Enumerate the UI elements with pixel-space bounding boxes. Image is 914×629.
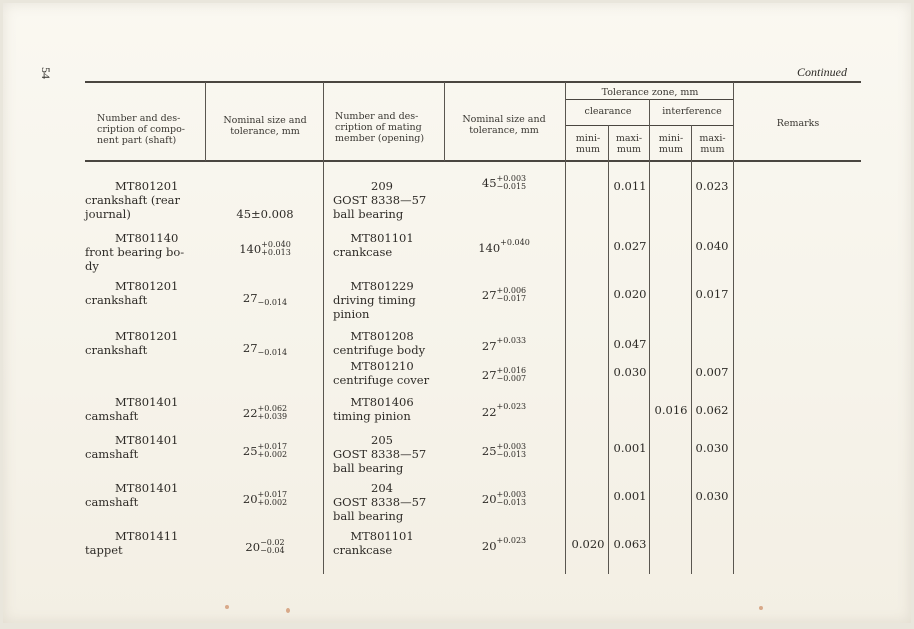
mate-description: crankcase bbox=[333, 245, 393, 259]
upper-deviation: +0.017 bbox=[257, 490, 288, 499]
mate-description: timing pinion bbox=[333, 409, 411, 423]
opening-tolerance bbox=[482, 367, 526, 383]
clearance-rule bbox=[566, 125, 734, 126]
nominal-value: 22 bbox=[481, 404, 497, 419]
header-clearance: clearance bbox=[584, 106, 632, 117]
lower-deviation: +0.039 bbox=[257, 412, 288, 421]
lower-deviation: +0.013 bbox=[261, 248, 291, 257]
opening-nominal-size bbox=[445, 403, 563, 419]
deviation: +0.040 bbox=[500, 237, 530, 247]
nominal-value: 27 bbox=[242, 340, 258, 355]
upper-deviation: +0.003 bbox=[496, 174, 527, 183]
opening-nominal-size bbox=[445, 491, 563, 507]
header-interference-minimum: mini- mum bbox=[658, 133, 684, 155]
shaft-nominal-size bbox=[207, 443, 323, 459]
mate-description: GOST 8338—57 ball bearing bbox=[333, 447, 427, 475]
header-nominal-size-1: Nominal size and tolerance, mm bbox=[223, 115, 307, 137]
clearance-maximum: 0.001 bbox=[613, 489, 647, 503]
deviation-pair bbox=[258, 443, 288, 459]
shaft-tolerance bbox=[243, 491, 287, 507]
shaft-tolerance bbox=[243, 290, 287, 305]
column-divider bbox=[444, 82, 445, 161]
mate-description: centrifuge cover bbox=[333, 373, 430, 387]
header-clearance-minimum: mini- mum bbox=[575, 133, 601, 155]
tolerance-zone-rule bbox=[566, 99, 734, 100]
mating-member bbox=[333, 279, 443, 321]
mate-description: driving timing pinion bbox=[333, 293, 416, 321]
opening-tolerance bbox=[482, 175, 526, 191]
mate-code: MT801406 bbox=[350, 395, 414, 409]
component-part bbox=[85, 529, 205, 557]
deviation-pair bbox=[260, 539, 285, 555]
lower-deviation: +0.002 bbox=[257, 498, 288, 507]
clearance-maximum: 0.020 bbox=[613, 287, 647, 301]
upper-deviation: +0.003 bbox=[496, 490, 527, 499]
nominal-value: 20 bbox=[481, 538, 497, 553]
lower-deviation: −0.04 bbox=[260, 546, 285, 555]
deviation-pair bbox=[497, 443, 527, 459]
component-part bbox=[85, 279, 205, 307]
part-code: MT801201 bbox=[115, 279, 179, 293]
upper-deviation: +0.006 bbox=[496, 286, 527, 295]
nominal-value: 25 bbox=[481, 444, 497, 458]
shaft-nominal-size bbox=[207, 241, 323, 257]
nominal-value: 20 bbox=[242, 492, 258, 506]
header-nominal-size-2: Nominal size and tolerance, mm bbox=[462, 114, 546, 136]
mating-member bbox=[333, 359, 443, 387]
mating-member bbox=[333, 395, 443, 423]
symmetric-deviation: ±0.008 bbox=[251, 206, 294, 221]
component-part bbox=[85, 329, 205, 357]
opening-tolerance bbox=[482, 287, 526, 303]
opening-tolerance bbox=[478, 237, 530, 255]
nominal-value: 25 bbox=[242, 444, 258, 458]
mate-code: 204 bbox=[371, 481, 393, 495]
part-description: tappet bbox=[85, 543, 123, 557]
clearance-maximum: 0.001 bbox=[613, 441, 647, 455]
interference-maximum: 0.017 bbox=[695, 287, 729, 301]
opening-nominal-size bbox=[445, 367, 563, 383]
opening-tolerance bbox=[481, 535, 527, 553]
upper-deviation: +0.003 bbox=[496, 442, 527, 451]
interference-maximum: 0.030 bbox=[695, 441, 729, 455]
part-code: MT801140 bbox=[115, 231, 179, 245]
upper-deviation: −0.02 bbox=[260, 538, 285, 547]
component-part bbox=[85, 481, 205, 509]
opening-tolerance bbox=[481, 335, 527, 353]
component-part bbox=[85, 395, 205, 423]
mating-member bbox=[333, 529, 443, 557]
header-remarks: Remarks bbox=[776, 118, 820, 129]
header-mating-member: Number and des- cription of mating member (opening) bbox=[335, 111, 425, 144]
part-description: crankshaft bbox=[85, 293, 148, 307]
shaft-nominal-size bbox=[207, 405, 323, 421]
part-description: crankshaft bbox=[85, 343, 148, 357]
column-divider bbox=[205, 82, 206, 161]
opening-tolerance bbox=[482, 443, 526, 459]
mate-code: MT801101 bbox=[350, 529, 414, 543]
opening-nominal-size bbox=[445, 537, 563, 553]
header-clearance-maximum: maxi- mum bbox=[615, 133, 643, 155]
header-interference-maximum: maxi- mum bbox=[699, 133, 726, 155]
shaft-tolerance bbox=[236, 206, 293, 221]
nominal-value: 45 bbox=[481, 176, 497, 190]
document-page bbox=[3, 3, 911, 623]
page-number: 54 bbox=[39, 67, 53, 79]
deviation: −0.014 bbox=[257, 347, 288, 357]
opening-tolerance bbox=[481, 401, 527, 419]
nominal-value: 45 bbox=[236, 206, 252, 221]
mate-code: MT801229 bbox=[350, 279, 414, 293]
mating-member bbox=[333, 433, 443, 475]
clearance-maximum: 0.027 bbox=[613, 239, 647, 253]
clearance-maximum: 0.063 bbox=[613, 537, 647, 551]
mate-code: 209 bbox=[371, 179, 393, 193]
shaft-nominal-size bbox=[207, 205, 323, 221]
lower-deviation: −0.013 bbox=[496, 450, 527, 459]
mate-description: centrifuge body bbox=[333, 343, 426, 357]
nominal-value: 140 bbox=[239, 242, 262, 256]
deviation-pair bbox=[497, 491, 527, 507]
mate-code: MT801210 bbox=[350, 359, 414, 373]
lower-deviation: +0.002 bbox=[257, 450, 288, 459]
nominal-value: 27 bbox=[481, 338, 497, 353]
shaft-tolerance bbox=[245, 539, 284, 555]
header-tolerance-zone: Tolerance zone, mm bbox=[601, 87, 699, 98]
shaft-tolerance bbox=[243, 405, 287, 421]
interference-maximum: 0.007 bbox=[695, 365, 729, 379]
nominal-value: 27 bbox=[481, 288, 497, 302]
shaft-nominal-size bbox=[207, 289, 323, 305]
shaft-tolerance bbox=[239, 241, 291, 257]
deviation-pair bbox=[258, 491, 288, 507]
interference-maximum: 0.062 bbox=[695, 403, 729, 417]
ink-spot bbox=[225, 605, 229, 609]
nominal-value: 27 bbox=[242, 290, 258, 305]
upper-deviation: +0.062 bbox=[257, 404, 288, 413]
opening-nominal-size bbox=[445, 443, 563, 459]
table-top-rule bbox=[85, 81, 861, 83]
component-part bbox=[85, 433, 205, 461]
clearance-maximum: 0.011 bbox=[613, 179, 647, 193]
mating-member bbox=[333, 231, 443, 259]
part-code: MT801401 bbox=[115, 395, 179, 409]
ink-spot bbox=[759, 606, 763, 610]
deviation: −0.014 bbox=[257, 297, 288, 307]
interference-maximum: 0.023 bbox=[695, 179, 729, 193]
part-code: MT801401 bbox=[115, 433, 179, 447]
upper-deviation: +0.016 bbox=[496, 366, 527, 375]
nominal-value: 22 bbox=[242, 406, 258, 420]
shaft-tolerance bbox=[243, 340, 287, 355]
part-description: camshaft bbox=[85, 409, 139, 423]
opening-nominal-size bbox=[445, 175, 563, 191]
mate-code: MT801208 bbox=[350, 329, 414, 343]
interference-minimum: 0.016 bbox=[654, 403, 688, 417]
shaft-nominal-size bbox=[207, 339, 323, 355]
part-description: camshaft bbox=[85, 495, 139, 509]
mate-description: GOST 8338—57 ball bearing bbox=[333, 193, 427, 221]
part-description: camshaft bbox=[85, 447, 139, 461]
part-code: MT801411 bbox=[115, 529, 179, 543]
part-description: crankshaft (rear journal) bbox=[85, 193, 181, 221]
component-part bbox=[85, 179, 205, 221]
opening-nominal-size bbox=[445, 337, 563, 353]
deviation: +0.023 bbox=[496, 401, 527, 411]
nominal-value: 20 bbox=[481, 492, 497, 506]
mate-description: crankcase bbox=[333, 543, 393, 557]
lower-deviation: −0.015 bbox=[496, 182, 527, 191]
continued-label: Continued bbox=[797, 65, 847, 79]
deviation-pair bbox=[261, 241, 291, 257]
clearance-maximum: 0.030 bbox=[613, 365, 647, 379]
part-code: MT801201 bbox=[115, 179, 179, 193]
lower-deviation: −0.007 bbox=[496, 374, 527, 383]
nominal-value: 140 bbox=[478, 240, 501, 255]
component-part bbox=[85, 231, 205, 273]
nominal-value: 20 bbox=[245, 540, 261, 554]
deviation: +0.033 bbox=[496, 335, 527, 345]
mate-code: 205 bbox=[371, 433, 393, 447]
mating-member bbox=[333, 329, 443, 357]
deviation: +0.023 bbox=[496, 535, 527, 545]
deviation-pair bbox=[497, 287, 527, 303]
mate-code: MT801101 bbox=[350, 231, 414, 245]
shaft-nominal-size bbox=[207, 491, 323, 507]
clearance-maximum: 0.047 bbox=[613, 337, 647, 351]
header-component-part: Number and des- cription of compo- nent part (shaft) bbox=[97, 113, 186, 146]
part-code: MT801201 bbox=[115, 329, 179, 343]
opening-nominal-size bbox=[445, 287, 563, 303]
upper-deviation: +0.017 bbox=[257, 442, 288, 451]
deviation-pair bbox=[497, 367, 527, 383]
part-code: MT801401 bbox=[115, 481, 179, 495]
column-divider bbox=[323, 82, 324, 574]
mating-member bbox=[333, 481, 443, 523]
header-bottom-rule bbox=[85, 160, 861, 162]
opening-nominal-size bbox=[445, 239, 563, 255]
nominal-value: 27 bbox=[481, 368, 497, 382]
deviation-pair bbox=[258, 405, 288, 421]
interference-maximum: 0.030 bbox=[695, 489, 729, 503]
opening-tolerance bbox=[482, 491, 526, 507]
column-divider bbox=[565, 82, 566, 574]
lower-deviation: −0.013 bbox=[496, 498, 527, 507]
header-interference: interference bbox=[662, 106, 722, 117]
shaft-tolerance bbox=[243, 443, 287, 459]
lower-deviation: −0.017 bbox=[496, 294, 527, 303]
part-description: front bearing bo- dy bbox=[85, 245, 185, 273]
deviation-pair bbox=[497, 175, 527, 191]
upper-deviation: +0.040 bbox=[261, 240, 291, 249]
interference-maximum: 0.040 bbox=[695, 239, 729, 253]
mate-description: GOST 8338—57 ball bearing bbox=[333, 495, 427, 523]
ink-spot bbox=[286, 608, 290, 613]
mating-member bbox=[333, 179, 443, 221]
clearance-minimum: 0.020 bbox=[571, 537, 605, 551]
shaft-nominal-size bbox=[207, 539, 323, 555]
column-divider bbox=[733, 82, 734, 574]
